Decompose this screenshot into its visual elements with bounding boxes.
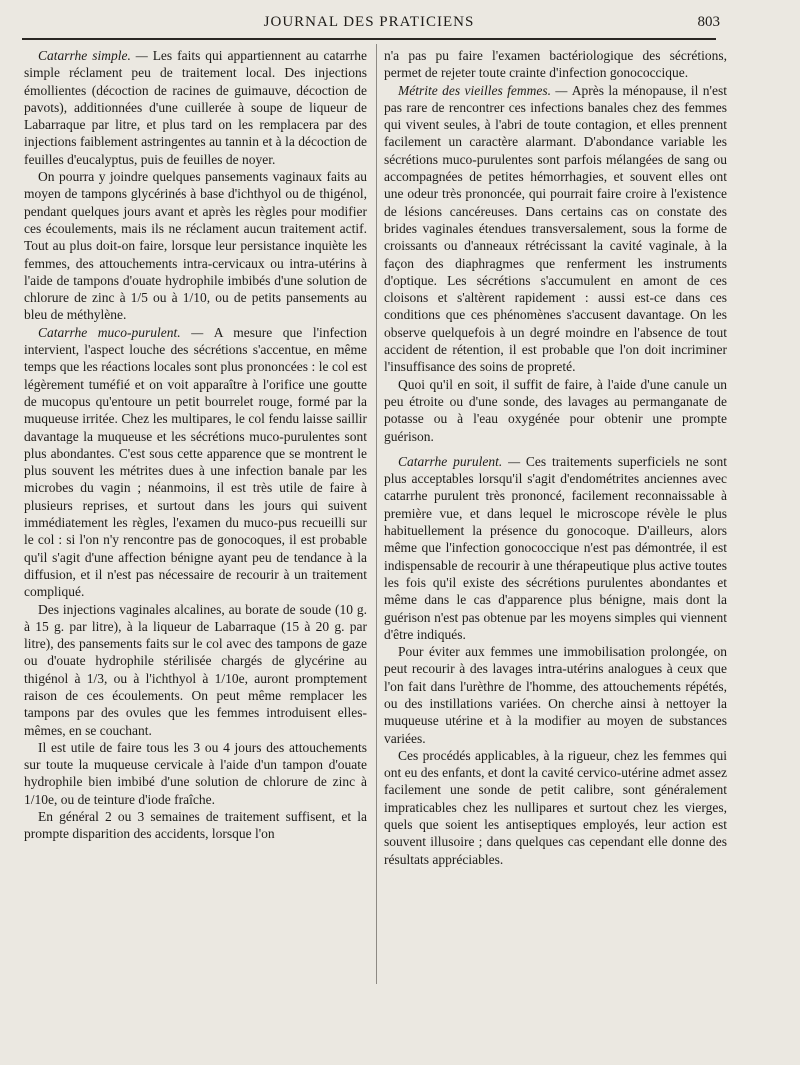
paragraph xyxy=(24,808,367,843)
column-divider xyxy=(376,44,377,984)
paragraph xyxy=(384,747,727,868)
paragraph-text: Pour éviter aux femmes une immobilisation prolongée, on peut recourir à des lavages intra-utérins analogues à ceux que l'on fait dans l'urèthre de l'homme, des attouchements répétés, ou des instillations variées. On cherche ainsi à nettoyer la muqueuse utérine et à la modifier au moyen de substances variées. xyxy=(384,644,727,746)
paragraph-text: Ces procédés applicables, à la rigueur, chez les femmes qui ont eu des enfants, et dont la cavité cervico-utérine admet assez facilement une sonde de petit calibre, sont généralement impraticables chez les nullipares et surtout chez les vierges, quels que soient les antiseptiques employés, leur action est souvent illusoire ; dans quelques cas cependant elle donne des résultats appréciables. xyxy=(384,747,727,867)
paragraph xyxy=(24,601,367,739)
paragraph-text: Il est utile de faire tous les 3 ou 4 jours des attouchements sur toute la muqueuse cervicale à l'aide d'un tampon d'ouate hydrophile bien imbibé d'une solution de chlorure de zinc à 1/10e, ou de teinture d'iode fraîche. xyxy=(24,739,367,807)
section-heading: Métrite des vieilles femmes. — xyxy=(398,82,572,98)
paragraph xyxy=(384,47,727,82)
paragraph xyxy=(384,643,727,747)
paragraph-text: Après la ménopause, il n'est pas rare de rencontrer ces infections banales chez des femmes qui vivent seules, à l'abri de toute contagion, et elles prennent facilement un caractère alarmant. D'abondance variable les sécrétions muco-purulentes sont parfois mélangées de sang ou accompagnées de petites hémorrhagies, et souvent elles ont une odeur très prononcée, qui pourrait faire croire à l'existence de lésions cancéreuses. Dans certains cas on constate des brides vaginales étendues transversalement, sous la forme de croissants ou d'anneaux rétrécissant la cavité vaginale, à la façon des diaphragmes que renferment les instruments d'optique. Les sécrétions s'accumulent en amont de ces cloisons et s'altèrent rapidement : aussi est-ce dans ces conditions que ces phénomènes s'accusent davantage. On les observe quelquefois à un degré moindre en l'absence de tout accident de rétention, il est probable que l'on doit incriminer l'insuffisance des soins de propreté. xyxy=(384,82,727,375)
paragraph-text: Des injections vaginales alcalines, au borate de soude (10 g. à 15 g. par litre), à la liqueur de Labarraque (15 à 20 g. par litre), des pansements faits sur le col avec des tampons de gaze ou d'ouate hydrophile stérilisée chargés de glycérine au thigénol à 1/3, ou à l'ichthyol à 1/10e, auront promptement raison de ces écoulements. On peut même remplacer les tampons par des ovules que les femmes introduisent elles-mêmes, en se couchant. xyxy=(24,601,367,738)
running-header xyxy=(22,12,720,38)
paragraph-text: On pourra y joindre quelques pansements vaginaux faits au moyen de tampons glycérinés à base d'ichthyol ou de thigénol, pendant quelques jours avant et après les règles pour modifier ces écoulements, mais ils ne réclament aucun traitement actif. Tout au plus doit-on faire, lorsque leur persistance inquiète les femmes, des attouchements intra-cervicaux ou intra-utérins à l'aide de tampons d'ouate hydrophile imbibés d'une solution de chlorure de zinc à 1/5 ou à 1/10, ou de petits pansements au bleu de méthylène. xyxy=(24,169,367,323)
paragraph xyxy=(24,168,367,324)
journal-title: JOURNAL DES PRATICIENS xyxy=(263,14,475,30)
paragraph-text: Quoi qu'il en soit, il suffit de faire, à l'aide d'une canule un peu étroite ou d'une sonde, des lavages au permanganate de potasse ou à l'eau oxygénée pour obtenir une prompte guérison. xyxy=(384,376,727,444)
paragraph-text: Ces traitements superficiels ne sont plus acceptables lorsqu'il s'agit d'endométrites anciennes avec catarrhe purulent très prononcé, facilement reconnaissable à première vue, et dans lequel le microscope révèle le plus habituellement la présence du gonocoque. D'ailleurs, alors même que l'infection gonococcique n'est pas démontrée, il est indispensable de recourir à une thérapeutique plus active toutes les fois qu'il existe des sécrétions purulentes abondantes et même dans le cas d'apparence plus bénigne, mais dont la guérison n'est pas obtenue par les moyens simples qui viennent d'être indiqués. xyxy=(384,453,727,642)
paragraph-text: n'a pas pu faire l'examen bactériologique des sécrétions, permet de rejeter toute crainte d'infection gonococcique. xyxy=(384,48,727,81)
section-heading: Catarrhe simple. — xyxy=(38,48,153,63)
paragraph xyxy=(384,376,727,445)
paragraph xyxy=(24,47,367,168)
paragraph xyxy=(384,453,727,643)
paragraph-text: En général 2 ou 3 semaines de traitement suffisent, et la prompte disparition des accidents, lorsque l'on xyxy=(24,809,367,842)
right-column xyxy=(384,47,727,868)
paragraph xyxy=(24,324,367,601)
paragraph xyxy=(384,82,727,376)
section-heading: Catarrhe purulent. — xyxy=(398,453,526,469)
header-rule xyxy=(22,38,716,40)
section-heading: Catarrhe muco-purulent. — xyxy=(38,324,214,340)
paragraph-text: A mesure que l'infection intervient, l'aspect louche des sécrétions s'accentue, en même temps que les réactions locales sont plus prononcées : le col est légèrement tuméfié et on voit apparaître à l'orifice une goutte de mucopus qu'entoure un petit bourrelet rouge, formé par la muqueuse irritée. Chez les multipares, le col fendu laisse saillir davantage la muqueuse et les sécrétions muco-purulentes sont plus abondantes. C'est sous cette apparence que se montrent le plus souvent les métrites dues à une infection banale par les microbes du vagin ; néanmoins, il est très utile de faire à plusieurs reprises, et surtout dans les jours qui suivent immédiatement les règles, l'examen du muco-pus recueilli sur le col : si l'on n'y rencontre pas de gonocoques, il est probable qu'il s'agit d'une affection bénigne ayant peu de tendance à la diffusion, et il n'est pas nécessaire de recourir à un traitement compliqué. xyxy=(24,324,367,600)
page-number: 803 xyxy=(697,14,720,30)
paragraph-text: Les faits qui appartiennent au catarrhe simple réclament peu de traitement local. Des injections émollientes (décoction de racines de guimauve, décoction de pavots), additionnées d'une cuillerée à soupe de liqueur de Labarraque par litre, et plus tard on les remplacera par des injections faiblement astringentes au tannin et à la décoction de feuilles d'eucalyptus, puis de feuilles de noyer. xyxy=(24,48,367,167)
paragraph xyxy=(24,739,367,808)
left-column xyxy=(24,47,367,843)
